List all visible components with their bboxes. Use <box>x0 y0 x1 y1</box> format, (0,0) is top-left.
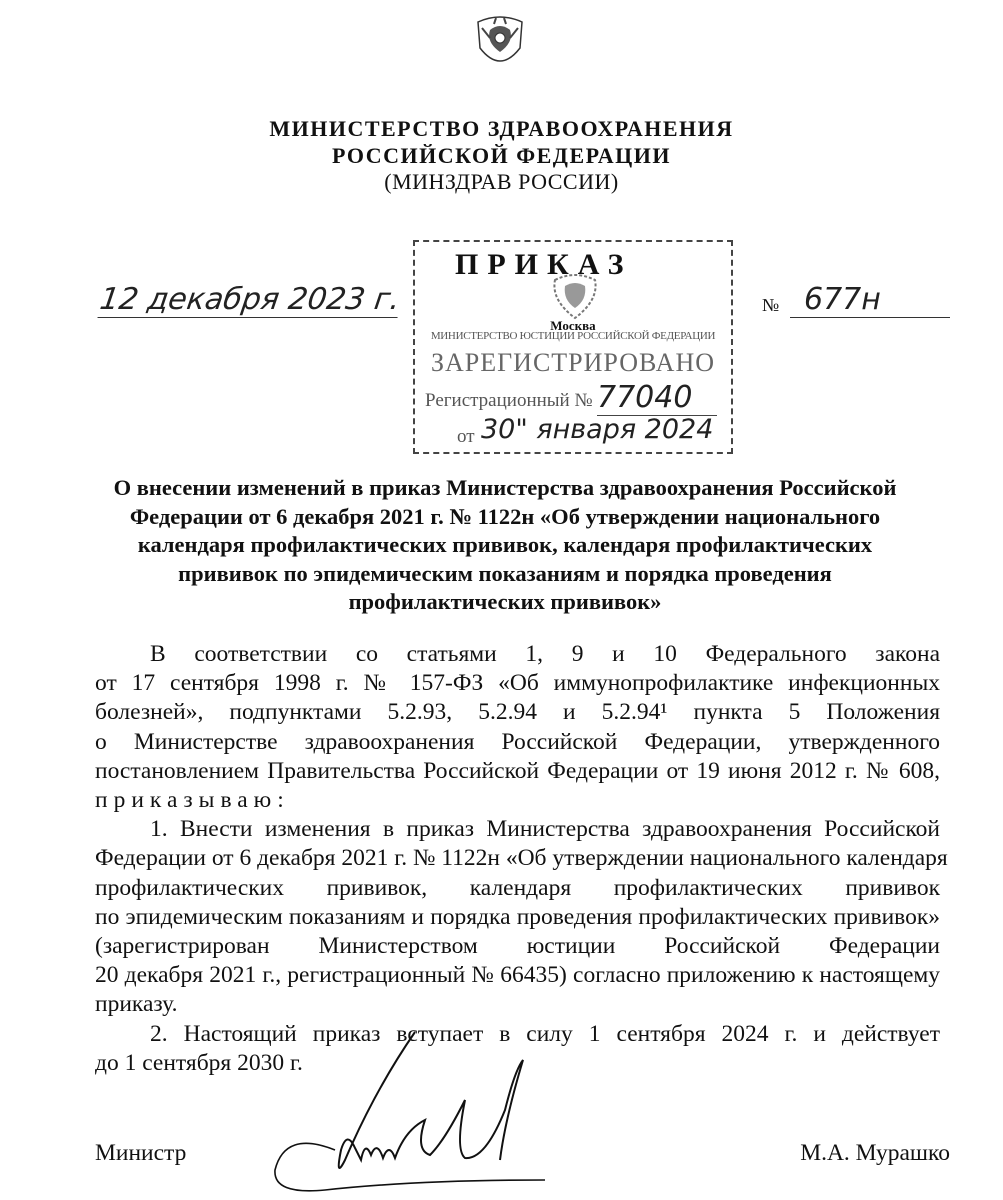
order-title <box>90 474 920 617</box>
stamp-date-prefix: от <box>457 426 475 447</box>
body-line: постановлением Правительства Российской Федерации от 19 июня 2012 г. № 608, <box>95 757 940 784</box>
title-line: прививок по эпидемическим показаниям и порядка проведения <box>178 560 832 586</box>
stamp-ministry: МИНИСТЕРСТВО ЮСТИЦИИ РОССИЙСКОЙ ФЕДЕРАЦИИ <box>430 330 716 342</box>
order-number-label: № <box>762 295 780 315</box>
body-line: В соответствии со статьями 1, 9 и 10 Федерального закона <box>150 641 940 667</box>
body-line: 2. Настоящий приказ вступает в силу 1 сентября 2024 г. и действует <box>150 1020 940 1047</box>
coat-of-arms-emblem <box>470 8 530 74</box>
signatory-position: Министр <box>95 1140 187 1166</box>
body-line: Федерации от 6 декабря 2021 г. № 1122н «Об утверждении национального календаря <box>95 845 948 872</box>
ministry-name-line2: РОССИЙСКОЙ ФЕДЕРАЦИИ <box>332 143 671 168</box>
stamp-date: 30" января 2024 <box>481 414 714 445</box>
body-line: по эпидемическим показаниям и порядка проведения профилактических прививок» <box>95 903 940 930</box>
body-line: от 17 сентября 1998 г. № 157-ФЗ «Об иммунопрофилактике инфекционных <box>95 670 940 697</box>
ministry-short-name: (МИНЗДРАВ РОССИИ) <box>384 169 619 194</box>
body-line: приказу. <box>95 991 178 1018</box>
stamp-emblem <box>545 270 605 320</box>
body-line: о Министерстве здравоохранения Российской Федерации, утвержденного <box>95 728 940 755</box>
signatory-name: М.А. Мурашко <box>800 1140 950 1166</box>
ministry-name-line1: МИНИСТЕРСТВО ЗДРАВООХРАНЕНИЯ <box>269 116 734 141</box>
stamp-reg-number: 77040 <box>597 380 717 416</box>
registration-stamp <box>413 240 733 454</box>
stamp-reg-label: Регистрационный № <box>425 390 593 411</box>
body-line-decree: приказываю: <box>95 787 290 814</box>
body-line: 1. Внести изменения в приказ Министерства здравоохранения Российской <box>150 816 940 843</box>
body-line: (зарегистрирован Министерством юстиции Российской Федерации <box>95 933 940 960</box>
order-type-heading: ПРИКАЗ <box>455 248 633 281</box>
title-line: Федерации от 6 декабря 2021 г. № 1122н «Об утверждении национального <box>129 503 881 529</box>
title-line: календаря профилактических прививок, календаря профилактических <box>137 532 873 557</box>
title-line: профилактических прививок» <box>348 589 662 614</box>
body-line: профилактических прививок, календаря профилактических прививок <box>95 874 940 901</box>
title-line: О внесении изменений в приказ Министерства здравоохранения Российской <box>113 475 897 500</box>
stamp-city: Москва <box>550 318 596 333</box>
order-number: 677н <box>790 282 950 318</box>
handwritten-signature <box>265 1030 565 1195</box>
body-line: 20 декабря 2021 г., регистрационный № 66435) согласно приложению к настоящему <box>95 962 940 989</box>
order-date: 12 декабря 2023 г. <box>97 282 403 317</box>
body-line: до 1 сентября 2030 г. <box>95 1049 303 1076</box>
body-line: болезней», подпунктами 5.2.93, 5.2.94 и 5.2.94¹ пункта 5 Положения <box>95 699 940 726</box>
stamp-status: ЗАРЕГИСТРИРОВАНО <box>431 348 715 377</box>
order-body <box>95 640 948 1078</box>
